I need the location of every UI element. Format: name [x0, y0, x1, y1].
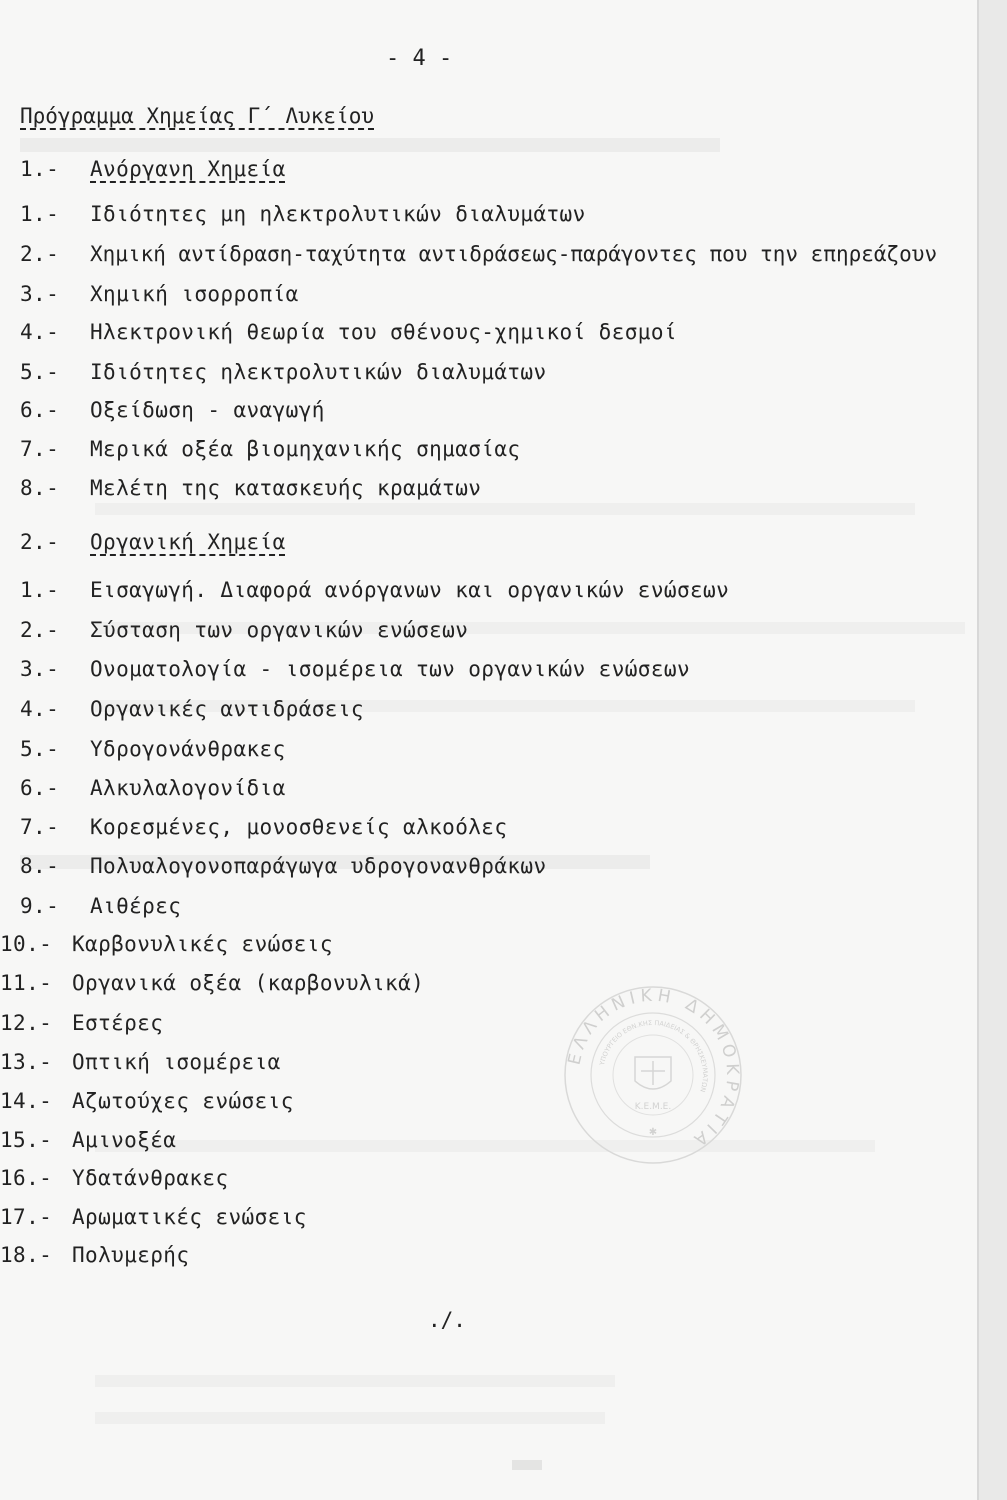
list-item — [20, 657, 690, 687]
list-item — [20, 894, 181, 924]
item-text: Κορεσμένες, μονοσθενείς αλκοόλες — [90, 815, 508, 839]
item-text: Μελέτη της κατασκευής κραμάτων — [90, 476, 482, 500]
item-text: Ιδιότητες ηλεκτρολυτικών διαλυμάτων — [90, 360, 547, 384]
item-number: 8.- — [20, 476, 60, 500]
list-item — [20, 776, 286, 806]
item-number: 8.- — [20, 854, 60, 878]
section-title: Ανόργανη Χημεία — [90, 157, 286, 181]
item-number: 17.- — [0, 1205, 53, 1229]
item-number: 16.- — [0, 1166, 53, 1190]
page-edge-shadow — [979, 0, 1007, 1500]
stamp-inner-lettering: ΥΠΟΥΡΓΕΙΟ ΕΘΝ.ΚΗΣ ΠΑΙΔΕΙΑΣ & ΘΡΗΣΚΕΥΜΑΤΩΝ — [597, 1018, 710, 1094]
item-number: 4.- — [20, 697, 60, 721]
list-item — [0, 1089, 294, 1119]
item-number: 3.- — [20, 657, 60, 681]
list-item — [20, 398, 325, 428]
list-item — [20, 202, 586, 232]
item-number: 3.- — [20, 282, 60, 306]
list-item — [0, 932, 333, 962]
show-through-line — [95, 1140, 875, 1152]
item-text: Χημική αντίδραση-ταχύτητα αντιδράσεως-παράγοντες που την επηρεάζουν — [90, 242, 938, 266]
item-number: 10.- — [0, 932, 53, 956]
item-text: Σύσταση των οργανικών ενώσεων — [90, 618, 469, 642]
item-text: Μερικά οξέα βιομηχανικής σημασίας — [90, 437, 521, 461]
list-item — [20, 578, 729, 608]
list-item — [20, 618, 468, 648]
list-item — [0, 1166, 229, 1196]
list-item — [0, 1205, 307, 1235]
item-text: Ονοματολογία - ισομέρεια των οργανικών ενώσεων — [90, 657, 690, 681]
item-number: 15.- — [0, 1128, 53, 1152]
item-text: Οργανικές αντιδράσεις — [90, 697, 364, 721]
item-number: 9.- — [20, 894, 60, 918]
official-stamp-seal — [563, 985, 743, 1165]
item-number: 12.- — [0, 1011, 53, 1035]
document-title: Πρόγραμμα Χημείας Γ΄ Λυκείου — [20, 104, 375, 128]
stamp-star-icon: ✱ — [648, 1127, 658, 1138]
item-text: Καρβονυλικές ενώσεις — [72, 932, 333, 956]
show-through-line — [95, 1412, 605, 1424]
item-text: Ιδιότητες μη ηλεκτρολυτικών διαλυμάτων — [90, 202, 586, 226]
item-number: 11.- — [0, 971, 53, 995]
item-number: 18.- — [0, 1243, 53, 1267]
item-text: Υδρογονάνθρακες — [90, 737, 286, 761]
item-text: Αζωτούχες ενώσεις — [72, 1089, 294, 1113]
item-number: 1.- — [20, 578, 60, 602]
list-item — [20, 282, 299, 312]
section-title: Οργανική Χημεία — [90, 530, 286, 554]
list-item — [20, 854, 547, 884]
item-text: Πολυμερής — [72, 1243, 190, 1267]
item-number: 5.- — [20, 737, 60, 761]
list-item — [0, 1011, 163, 1041]
item-text: Αιθέρες — [90, 894, 182, 918]
show-through-line — [95, 1375, 615, 1387]
list-item — [20, 360, 547, 390]
item-text: Οργανικά οξέα (καρβονυλικά) — [72, 971, 425, 995]
list-item — [20, 437, 520, 467]
section-number: 2.- — [20, 530, 60, 554]
list-item — [0, 1128, 176, 1158]
list-item — [20, 476, 481, 506]
list-item — [20, 242, 937, 272]
section-heading — [20, 530, 286, 560]
item-number: 7.- — [20, 815, 60, 839]
item-number: 6.- — [20, 776, 60, 800]
item-number: 4.- — [20, 320, 60, 344]
item-number: 2.- — [20, 242, 60, 266]
item-number: 6.- — [20, 398, 60, 422]
item-text: Ηλεκτρονική θεωρία του σθένους-χημικοί δεσμοί — [90, 320, 677, 344]
show-through-mark — [512, 1460, 542, 1470]
item-text: Αμινοξέα — [72, 1128, 177, 1152]
item-text: Οπτική ισομέρεια — [72, 1050, 281, 1074]
item-text: Χημική ισορροπία — [90, 282, 299, 306]
list-item — [0, 971, 424, 1001]
continuation-mark: ./. — [428, 1308, 466, 1332]
item-number: 1.- — [20, 202, 60, 226]
item-number: 2.- — [20, 618, 60, 642]
list-item — [20, 697, 364, 727]
list-item — [0, 1050, 281, 1080]
item-text: Αρωματικές ενώσεις — [72, 1205, 307, 1229]
item-text: Εστέρες — [72, 1011, 164, 1035]
stamp-bottom-lettering: Κ.Ε.Μ.Ε. — [634, 1102, 672, 1112]
show-through-line — [20, 138, 720, 152]
stamp-outer-lettering: ΕΛΛΗΝΙΚΗ ΔΗΜΟΚΡΑΤΙΑ — [564, 985, 743, 1153]
stamp-emblem-icon — [635, 1057, 671, 1089]
item-number: 13.- — [0, 1050, 53, 1074]
item-text: Εισαγωγή. Διαφορά ανόργανων και οργανικών ενώσεων — [90, 578, 730, 602]
list-item — [20, 320, 677, 350]
item-number: 7.- — [20, 437, 60, 461]
list-item — [20, 815, 507, 845]
item-text: Οξείδωση - αναγωγή — [90, 398, 325, 422]
page-edge-line — [977, 0, 979, 1500]
list-item — [20, 737, 286, 767]
item-text: Υδατάνθρακες — [72, 1166, 229, 1190]
list-item — [0, 1243, 189, 1273]
section-number: 1.- — [20, 157, 60, 181]
page-number: - 4 - — [386, 46, 453, 71]
item-text: Πολυαλογονοπαράγωγα υδρογονανθράκων — [90, 854, 547, 878]
item-number: 14.- — [0, 1089, 53, 1113]
item-text: Αλκυλαλογονίδια — [90, 776, 286, 800]
item-number: 5.- — [20, 360, 60, 384]
section-heading — [20, 157, 286, 187]
